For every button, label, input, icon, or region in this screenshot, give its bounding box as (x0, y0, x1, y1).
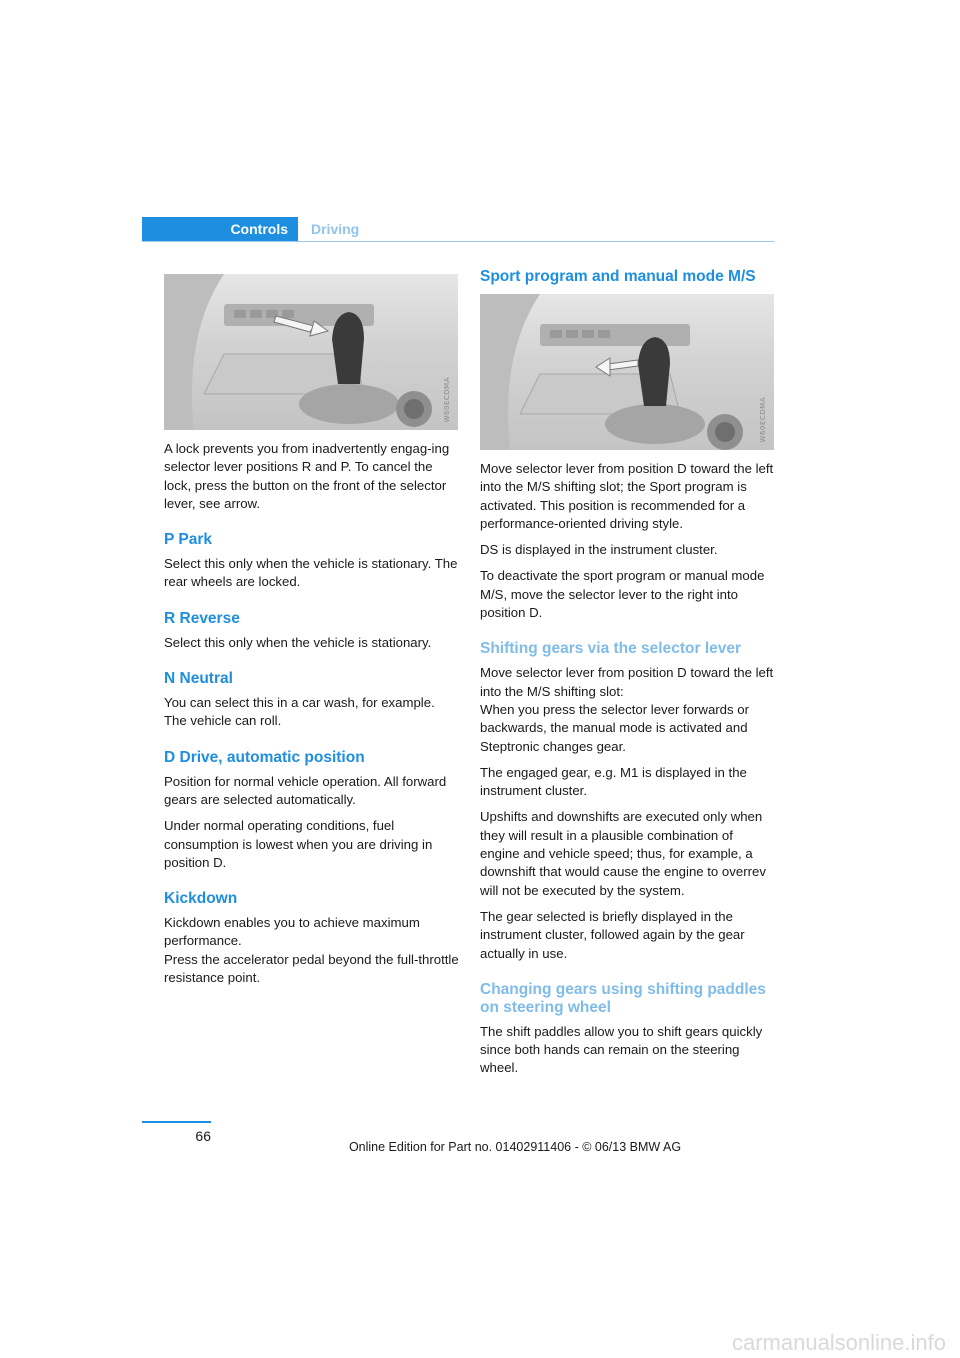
selector-lever-lock-illustration (164, 274, 458, 430)
lock-paragraph: A lock prevents you from inadvertently engag-ing selector lever positions R and P. To cancel the lock, press the button on the front of the selector lever, see arrow. (164, 441, 450, 511)
right-column (480, 268, 776, 1086)
watermark: carmanualsonline.info (731, 1330, 946, 1355)
paddles-paragraph: The shift paddles allow you to shift gears quickly since both hands can remain on the steering wheel. (480, 1023, 763, 1076)
reverse-heading: R Reverse (164, 609, 240, 627)
kickdown-heading: Kickdown (164, 890, 238, 908)
reverse-paragraph: Select this only when the vehicle is stationary. (164, 634, 432, 650)
neutral-paragraph: You can select this in a car wash, for example. The vehicle can roll. (164, 695, 435, 729)
kickdown-paragraph-1: Kickdown enables you to achieve maximum performance. (164, 915, 420, 949)
kickdown-paragraph-2: Press the accelerator pedal beyond the full-throttle resistance point. (164, 951, 459, 986)
neutral-heading: N Neutral (164, 670, 233, 688)
shifting-paragraph-1b: When you press the selector lever forwards or backwards, the manual mode is activated and Steptronic changes gear. (480, 701, 749, 754)
page-number: 66 (195, 1128, 211, 1144)
header-rule (142, 241, 774, 242)
edition-footer: Online Edition for Part no. 01402911406 - © 06/13 BMW AG (348, 1140, 682, 1154)
drive-heading: D Drive, automatic position (164, 748, 365, 766)
sport-mode-heading: Sport program and manual mode M/S (480, 268, 756, 285)
figure-code: W60ECDMA (442, 376, 451, 422)
shifting-paragraph-3: Upshifts and downshifts are executed only when they will result in a plausible combination of engine and vehicle speed; thus, for example, a downshift that would cause the engine to overrev will not be executed by the system. (480, 809, 766, 898)
shifting-paragraph-2: The engaged gear, e.g. M1 is displayed in the instrument cluster. (480, 764, 747, 799)
section-tab-controls: Controls (142, 217, 298, 242)
footer-rule (142, 1121, 211, 1123)
paddles-heading: Changing gears using shifting paddles on steering wheel (480, 980, 766, 1016)
drive-paragraph-1: Position for normal vehicle operation. All forward gears are selected automatically. (164, 773, 447, 807)
sport-paragraph-2: DS is displayed in the instrument cluster. (480, 542, 718, 558)
selector-lever-ms-illustration (480, 294, 774, 450)
left-column (164, 274, 460, 995)
shifting-paragraph-4: The gear selected is briefly displayed in the instrument cluster, followed again by the gear actually in use. (480, 908, 745, 961)
shifting-paragraph-1a: Move selector lever from position D toward the left into the M/S shifting slot: (480, 665, 774, 699)
section-tab-driving: Driving (311, 221, 360, 237)
park-heading: P Park (164, 531, 212, 549)
sport-paragraph-3: To deactivate the sport program or manual mode M/S, move the selector lever to the right into position D. (480, 568, 765, 621)
park-paragraph: Select this only when the vehicle is stationary. The rear wheels are locked. (164, 556, 458, 590)
shifting-selector-heading: Shifting gears via the selector lever (480, 640, 742, 658)
selector-lever-lock-photo (164, 274, 458, 430)
selector-lever-ms-photo (480, 294, 774, 450)
figure-code: W60ECDMA (758, 396, 767, 442)
drive-paragraph-2: Under normal operating conditions, fuel consumption is lowest when you are driving in position D. (164, 818, 433, 870)
sport-paragraph-1: Move selector lever from position D toward the left into the M/S shifting slot; the Sport program is activated. This position is recommended for a performance-oriented driving style. (480, 461, 774, 531)
